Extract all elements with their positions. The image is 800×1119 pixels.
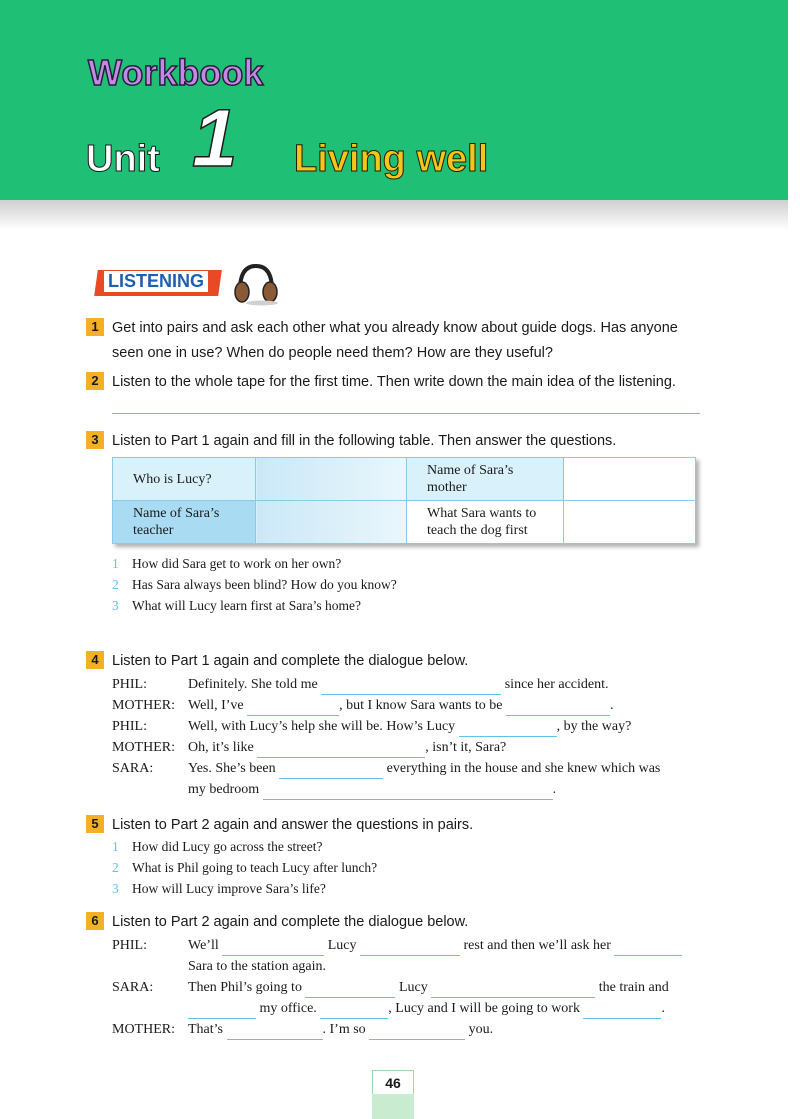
dialogue-line: SARA: Yes. She’s been everything in the house and she knew which was: [112, 758, 660, 779]
list-item: 3 What will Lucy learn first at Sara’s home?: [112, 598, 362, 613]
dialogue: [112, 935, 682, 1040]
headphones-icon: [232, 262, 280, 306]
table-label: Name of Sara’s mother: [407, 458, 564, 501]
table-blank-cell[interactable]: [564, 501, 696, 544]
blank[interactable]: [459, 722, 557, 737]
list-item: 2 Has Sara always been blind? How do you know?: [112, 577, 397, 592]
question-number: 3: [86, 431, 104, 449]
question-4: [86, 649, 706, 674]
blank[interactable]: [506, 701, 610, 716]
question-list: [112, 553, 397, 616]
dialogue-line: PHIL: Definitely. She told me since her accident.: [112, 674, 660, 695]
blank[interactable]: [614, 941, 682, 956]
table-label: Who is Lucy?: [113, 458, 256, 501]
table-label: What Sara wants to teach the dog first: [407, 501, 564, 544]
blank[interactable]: [305, 983, 395, 998]
question-list: [112, 836, 377, 899]
question-number: 5: [86, 815, 104, 833]
question-number: 1: [86, 318, 104, 336]
blank[interactable]: [188, 1004, 256, 1019]
list-item: 1 How did Sara get to work on her own?: [112, 556, 342, 571]
listening-heading: [96, 262, 224, 300]
blank[interactable]: [227, 1025, 323, 1040]
blank[interactable]: [257, 743, 425, 758]
blank[interactable]: [263, 785, 553, 800]
question-number: 6: [86, 912, 104, 930]
question-text: Listen to Part 2 again and complete the dialogue below.: [112, 914, 469, 930]
blank[interactable]: [247, 701, 339, 716]
dialogue-line: PHIL: We’ll Lucy rest and then we’ll ask her: [112, 935, 682, 956]
fill-table: [112, 457, 696, 544]
question-6: [86, 910, 706, 935]
question-text: Listen to the whole tape for the first time. Then write down the main idea of the listening.: [112, 374, 676, 390]
blank[interactable]: [279, 764, 383, 779]
dialogue-line: SARA: Then Phil’s going to Lucy the train and: [112, 977, 682, 998]
dialogue-line: my office. , Lucy and I will be going to work .: [112, 998, 682, 1019]
unit-number: 1: [192, 93, 238, 184]
blank[interactable]: [583, 1004, 661, 1019]
list-item: 2 What is Phil going to teach Lucy after lunch?: [112, 860, 378, 875]
blank[interactable]: [369, 1025, 465, 1040]
workbook-title: Workbook: [88, 52, 264, 93]
table-label: Name of Sara’s teacher: [113, 501, 256, 544]
dialogue-line: Sara to the station again.: [188, 959, 327, 974]
question-text-cont: seen one in use? When do people need them? How are they useful?: [112, 345, 553, 361]
question-number: 2: [86, 372, 104, 390]
list-item: 3 How will Lucy improve Sara’s life?: [112, 881, 326, 896]
dialogue-line: my bedroom .: [112, 779, 660, 800]
page-number: 46: [372, 1070, 414, 1096]
unit-label: Unit: [86, 138, 160, 180]
blank[interactable]: [222, 941, 324, 956]
table-blank-cell[interactable]: [256, 458, 407, 501]
question-text: Listen to Part 2 again and answer the questions in pairs.: [112, 817, 474, 833]
unit-title: Living well: [294, 138, 489, 180]
list-item: 1 How did Lucy go across the street?: [112, 839, 323, 854]
question-2: [86, 370, 706, 395]
table-blank-cell[interactable]: [256, 501, 407, 544]
page-tab: [372, 1094, 414, 1119]
table-blank-cell[interactable]: [564, 458, 696, 501]
dialogue-line: MOTHER: Oh, it’s like , isn’t it, Sara?: [112, 737, 660, 758]
dialogue-line: PHIL: Well, with Lucy’s help she will be. How’s Lucy , by the way?: [112, 716, 660, 737]
blank[interactable]: [320, 1004, 388, 1019]
question-text: Listen to Part 1 again and complete the dialogue below.: [112, 653, 469, 669]
banner-shadow: [0, 200, 788, 230]
blank[interactable]: [360, 941, 460, 956]
question-5: [86, 813, 706, 838]
question-text: Listen to Part 1 again and fill in the following table. Then answer the questions.: [112, 433, 617, 449]
listening-label: LISTENING: [104, 271, 208, 292]
question-3: [86, 429, 706, 454]
question-number: 4: [86, 651, 104, 669]
question-1: [86, 316, 706, 366]
dialogue-line: MOTHER: That’s . I’m so you.: [112, 1019, 682, 1040]
dialogue-line: MOTHER: Well, I’ve , but I know Sara wants to be .: [112, 695, 660, 716]
question-text: Get into pairs and ask each other what you already know about guide dogs. Has anyone: [112, 320, 678, 336]
blank[interactable]: [431, 983, 595, 998]
answer-line[interactable]: [112, 413, 700, 414]
blank[interactable]: [321, 680, 501, 695]
dialogue: [112, 674, 660, 800]
